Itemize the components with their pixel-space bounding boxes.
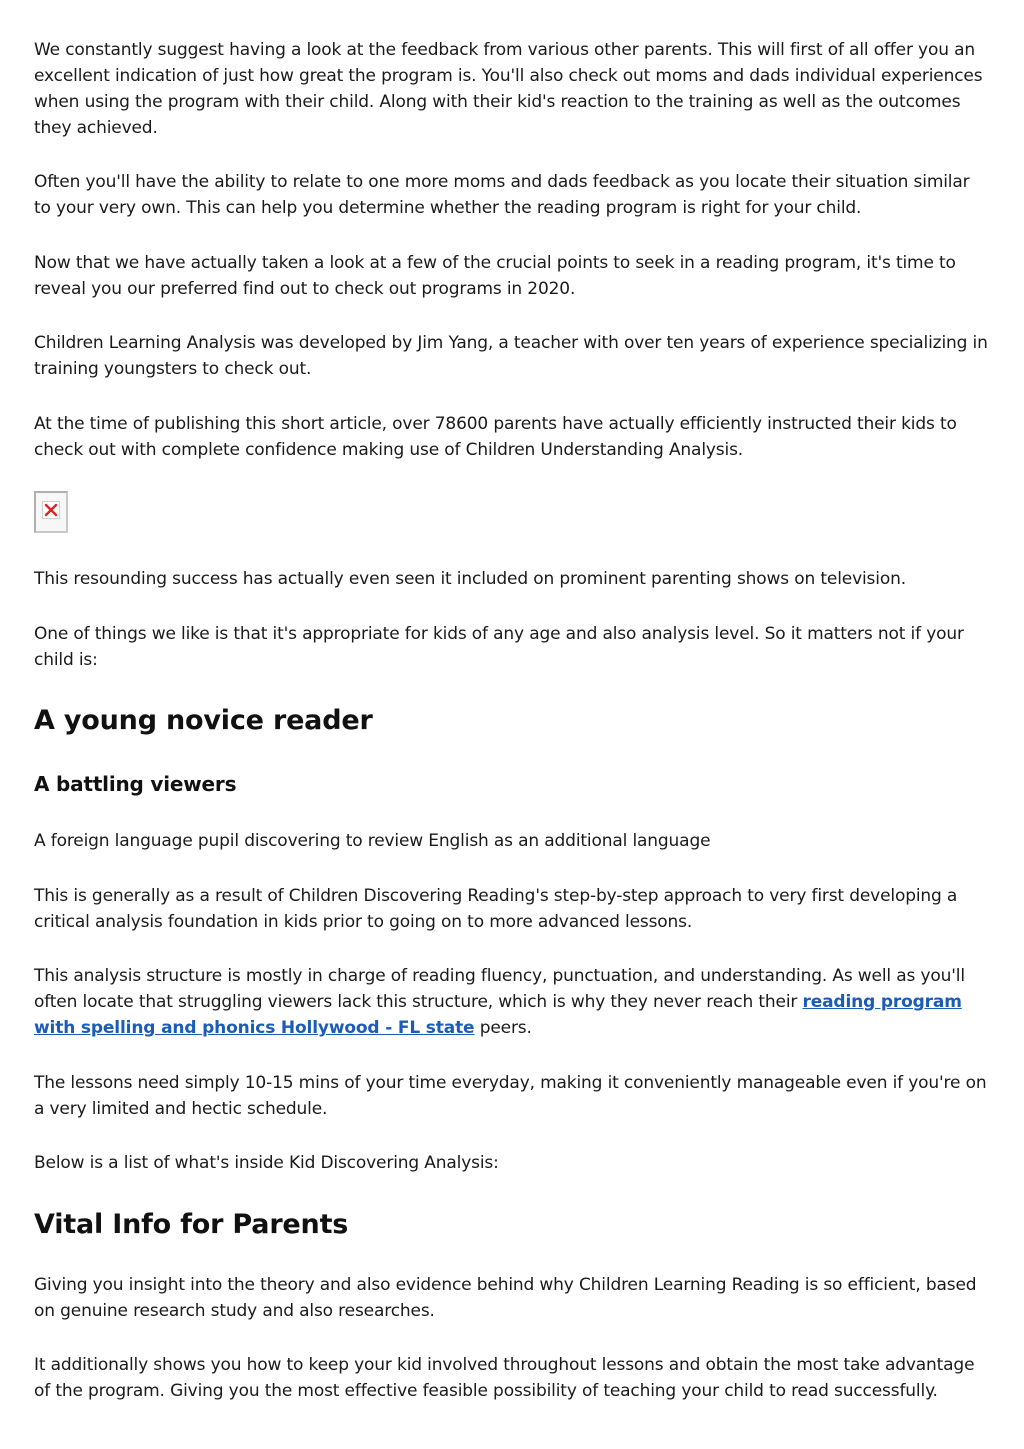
paragraph-lessons-time: The lessons need simply 10-15 mins of your time everyday, making it conveniently manageable even if you're on a very limited and hectic schedule. [34, 1073, 987, 1119]
paragraph-foreign-language: A foreign language pupil discovering to review English as an additional language [34, 831, 711, 851]
reading-program-link[interactable]: reading program with spelling and phonics Hollywood - FL state [34, 992, 962, 1038]
heading-vital-info-parents: Vital Info for Parents [34, 1209, 349, 1240]
paragraph-crucial-points: Now that we have actually taken a look at a few of the crucial points to seek in a reading program, it's time to reveal you our preferred find out to check out programs in 2020. [34, 253, 956, 299]
paragraph-list-intro: Below is a list of what's inside Kid Discovering Analysis: [34, 1153, 499, 1173]
paragraph-feedback: We constantly suggest having a look at the feedback from various other parents. This will first of all offer you an excellent indication of just how great the program is. You'll also check out moms and dads individual experiences when using the program with their child. Along with their kid's reaction to the training as well as the outcomes they achieved. [34, 40, 983, 138]
paragraph-insight: Giving you insight into the theory and also evidence behind why Children Learning Reading is so efficient, based on genuine research study and also researches. [34, 1275, 977, 1321]
broken-image-icon [34, 491, 68, 533]
heading-young-novice-reader: A young novice reader [34, 705, 373, 736]
paragraph-step-by-step: This is generally as a result of Children Discovering Reading's step-by-step approach to very first developing a critical analysis foundation in kids prior to going on to more advanced lessons. [34, 886, 958, 932]
paragraph-developer: Children Learning Analysis was developed by Jim Yang, a teacher with over ten years of experience specializing in training youngsters to check out. [34, 333, 988, 379]
paragraph-keep-involved: It additionally shows you how to keep your kid involved throughout lessons and obtain the most take advantage of the program. Giving you the most effective feasible possibility of teaching your child to read successfully. [34, 1355, 975, 1401]
paragraph-relate: Often you'll have the ability to relate to one more moms and dads feedback as you locate their situation similar to your very own. This can help you determine whether the reading program is right for your child. [34, 172, 970, 218]
close-x-icon [42, 501, 60, 519]
paragraph-text-before-link: This analysis structure is mostly in charge of reading fluency, punctuation, and understanding. As well as you'll often locate that struggling viewers lack this structure, which is why they never reach their [34, 966, 965, 1012]
heading-battling-viewers: A battling viewers [34, 772, 237, 796]
paragraph-success: This resounding success has actually even seen it included on prominent parenting shows on television. [34, 569, 906, 589]
paragraph-any-age: One of things we like is that it's appropriate for kids of any age and also analysis level. So it matters not if your child is: [34, 624, 964, 670]
paragraph-analysis-structure [34, 963, 990, 1041]
paragraph-parents-count: At the time of publishing this short article, over 78600 parents have actually efficiently instructed their kids to check out with complete confidence making use of Children Understanding Analysis. [34, 414, 957, 460]
paragraph-text-after-link: peers. [474, 1018, 532, 1038]
